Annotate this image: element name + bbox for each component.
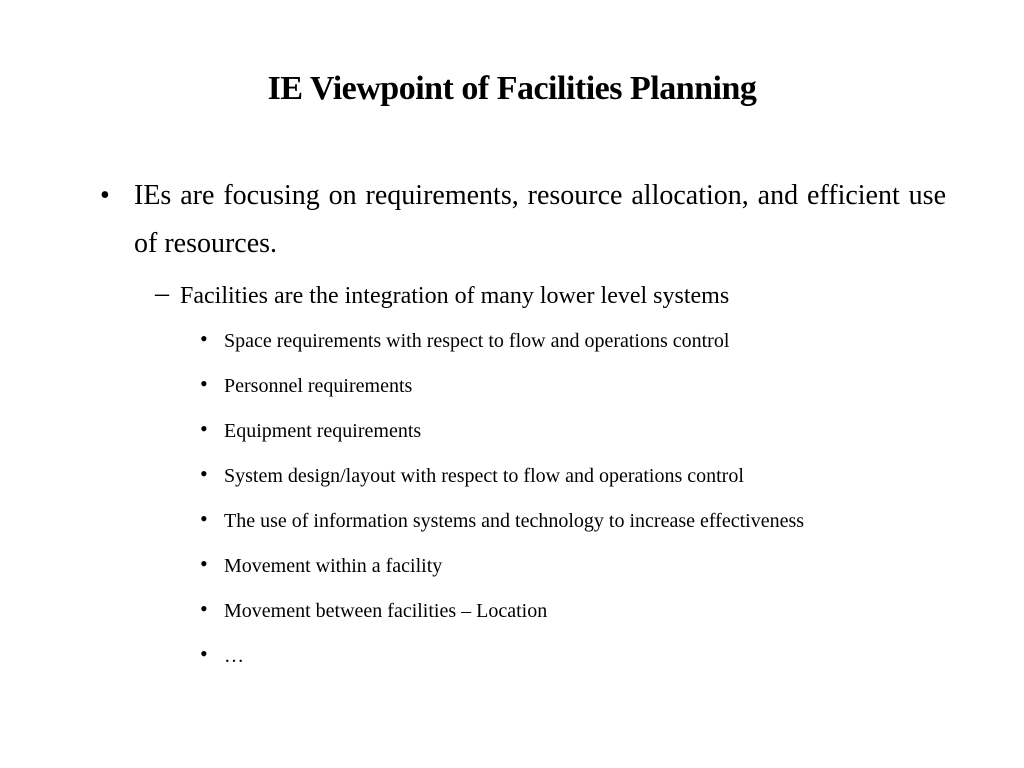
slide-title: IE Viewpoint of Facilities Planning [267, 70, 757, 107]
bullet-icon: • [200, 506, 208, 531]
list-item [100, 326, 946, 371]
sub-bullet [100, 276, 946, 316]
list-item [100, 461, 946, 506]
slide-body [100, 172, 946, 686]
main-bullet [100, 172, 946, 268]
list-item-text: System design/layout with respect to flow and operations control [224, 465, 744, 487]
list-item [100, 551, 946, 596]
list-item-text: Space requirements with respect to flow and operations control [224, 330, 730, 352]
list-item-text: The use of information systems and technology to increase effectiveness [224, 510, 805, 532]
list-item [100, 416, 946, 461]
dash-icon: – [155, 278, 169, 309]
list-item [100, 596, 946, 641]
list-item-text: Personnel requirements [224, 375, 413, 397]
bullet-icon: • [200, 641, 208, 666]
list-item-text: Equipment requirements [224, 420, 422, 442]
bullet-icon: • [200, 461, 208, 486]
bullet-icon: • [200, 371, 208, 396]
list-item [100, 371, 946, 416]
list-item-text: Movement within a facility [224, 555, 443, 577]
main-bullet-text: IEs are focusing on requirements, resource allocation, and efficient use of resources. [134, 180, 946, 259]
bullet-icon: • [200, 596, 208, 621]
list-item-text: Movement between facilities – Location [224, 600, 548, 622]
sub-sub-bullet-list [100, 326, 946, 686]
list-item [100, 641, 946, 686]
bullet-icon: • [200, 326, 208, 351]
bullet-icon: • [200, 416, 208, 441]
bullet-icon: • [100, 180, 110, 211]
sub-bullet-text: Facilities are the integration of many lower level systems [180, 283, 730, 309]
list-item [100, 506, 946, 551]
list-item-text: … [224, 645, 244, 667]
bullet-icon: • [200, 551, 208, 576]
